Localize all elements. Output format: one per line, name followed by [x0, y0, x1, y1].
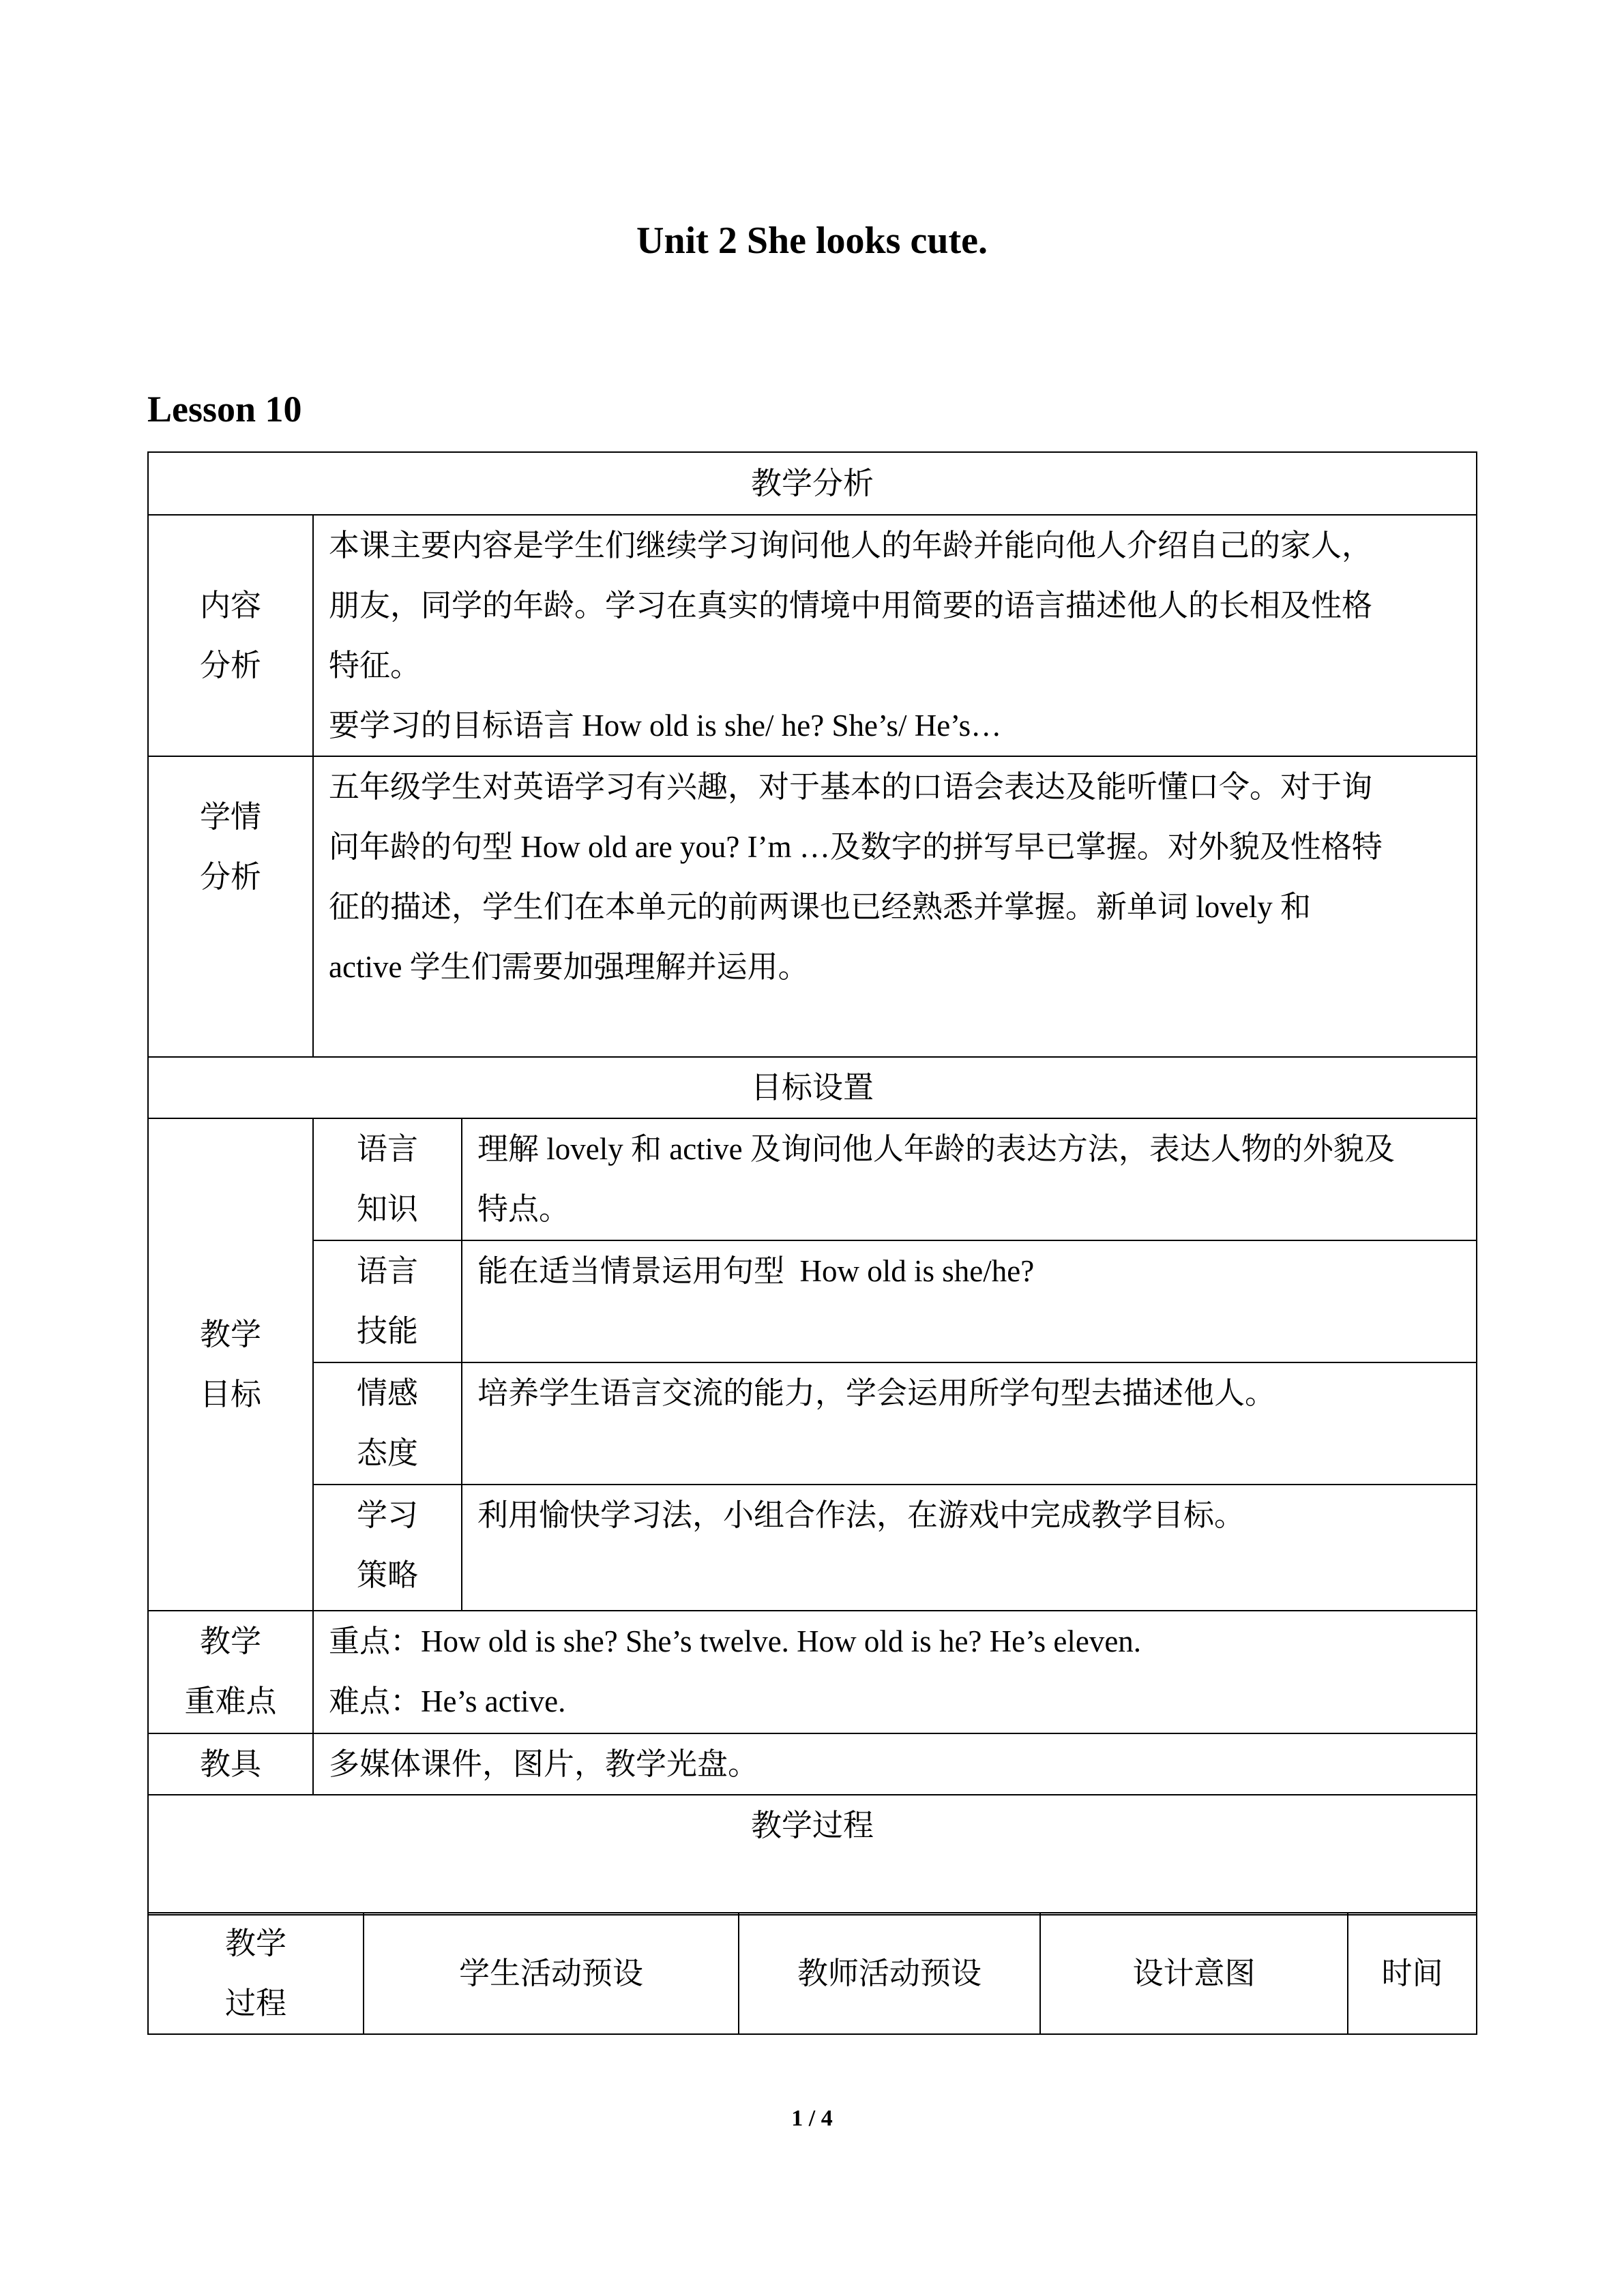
learner-line: 五年级学生对英语学习有兴趣，对于基本的口语会表达及能听懂口令。对于询	[329, 770, 1373, 804]
process-col-stage: 教学 过程	[148, 1913, 364, 2034]
goal-category: 学习 策略	[313, 1485, 462, 1611]
key-point-line: 重点：How old is she? She’s twelve. How old is he? He’s eleven.	[329, 1624, 1142, 1658]
content-label-line2: 分析	[199, 648, 261, 683]
learner-analysis-label	[148, 756, 313, 1057]
goals-header: 目标设置	[148, 1057, 1477, 1118]
page-number: 1 / 4	[791, 2106, 833, 2131]
key-points-text	[313, 1611, 1477, 1733]
process-col-student: 学生活动预设	[364, 1913, 739, 2034]
content-label-line1: 内容	[199, 588, 261, 623]
content-analysis-label	[148, 515, 313, 756]
process-columns-table	[147, 1912, 1477, 2035]
content-line: 特征。	[329, 648, 422, 683]
content-line: 朋友，同学的年龄。学习在真实的情境中用简要的语言描述他人的长相及性格	[329, 588, 1373, 623]
goals-label-line1: 教学	[199, 1317, 261, 1352]
content-line: 本课主要内容是学生们继续学习询问他人的年龄并能向他人介绍自己的家人，	[329, 528, 1373, 563]
tools-text: 多媒体课件，图片，教学光盘。	[313, 1733, 1477, 1795]
learner-line: active 学生们需要加强理解并运用。	[329, 950, 809, 984]
content-line: 要学习的目标语言 How old is she/ he? She’s/ He’s…	[329, 709, 1002, 743]
key-points-label: 教学 重难点	[148, 1611, 313, 1733]
tools-label: 教具	[148, 1733, 313, 1795]
goal-category: 语言 技能	[313, 1240, 462, 1362]
goals-label-line2: 目标	[199, 1377, 261, 1412]
learner-label-line2: 分析	[199, 860, 261, 894]
teaching-goals-label	[148, 1118, 313, 1611]
learner-analysis-text	[313, 756, 1477, 1057]
content-analysis-text	[313, 515, 1477, 756]
goal-category: 情感 态度	[313, 1362, 462, 1485]
goal-text: 能在适当情景运用句型 How old is she/he?	[462, 1240, 1477, 1362]
document-title: Unit 2 She looks cute.	[636, 220, 988, 262]
process-col-time: 时间	[1348, 1913, 1477, 2034]
process-col-intent: 设计意图	[1040, 1913, 1348, 2034]
goal-text: 理解 lovely 和 active 及询问他人年龄的表达方法，表达人物的外貌及 特点。	[462, 1118, 1477, 1240]
process-col-teacher: 教师活动预设	[739, 1913, 1040, 2034]
difficult-point-line: 难点：He’s active.	[329, 1684, 566, 1718]
goal-text: 培养学生语言交流的能力，学会运用所学句型去描述他人。	[462, 1362, 1477, 1485]
lesson-plan-table	[147, 451, 1477, 1915]
lesson-heading: Lesson 10	[147, 389, 302, 430]
learner-line: 征的描述，学生们在本单元的前两课也已经熟悉并掌握。新单词 lovely 和	[329, 890, 1311, 924]
analysis-header: 教学分析	[148, 452, 1477, 515]
goal-category: 语言 知识	[313, 1118, 462, 1240]
process-header: 教学过程	[148, 1795, 1477, 1915]
learner-line: 问年龄的句型 How old are you? I’m …及数字的拼写早已掌握。对外貌及性格特	[329, 830, 1383, 864]
learner-label-line1: 学情	[199, 800, 261, 834]
goal-text: 利用愉快学习法，小组合作法，在游戏中完成教学目标。	[462, 1485, 1477, 1611]
